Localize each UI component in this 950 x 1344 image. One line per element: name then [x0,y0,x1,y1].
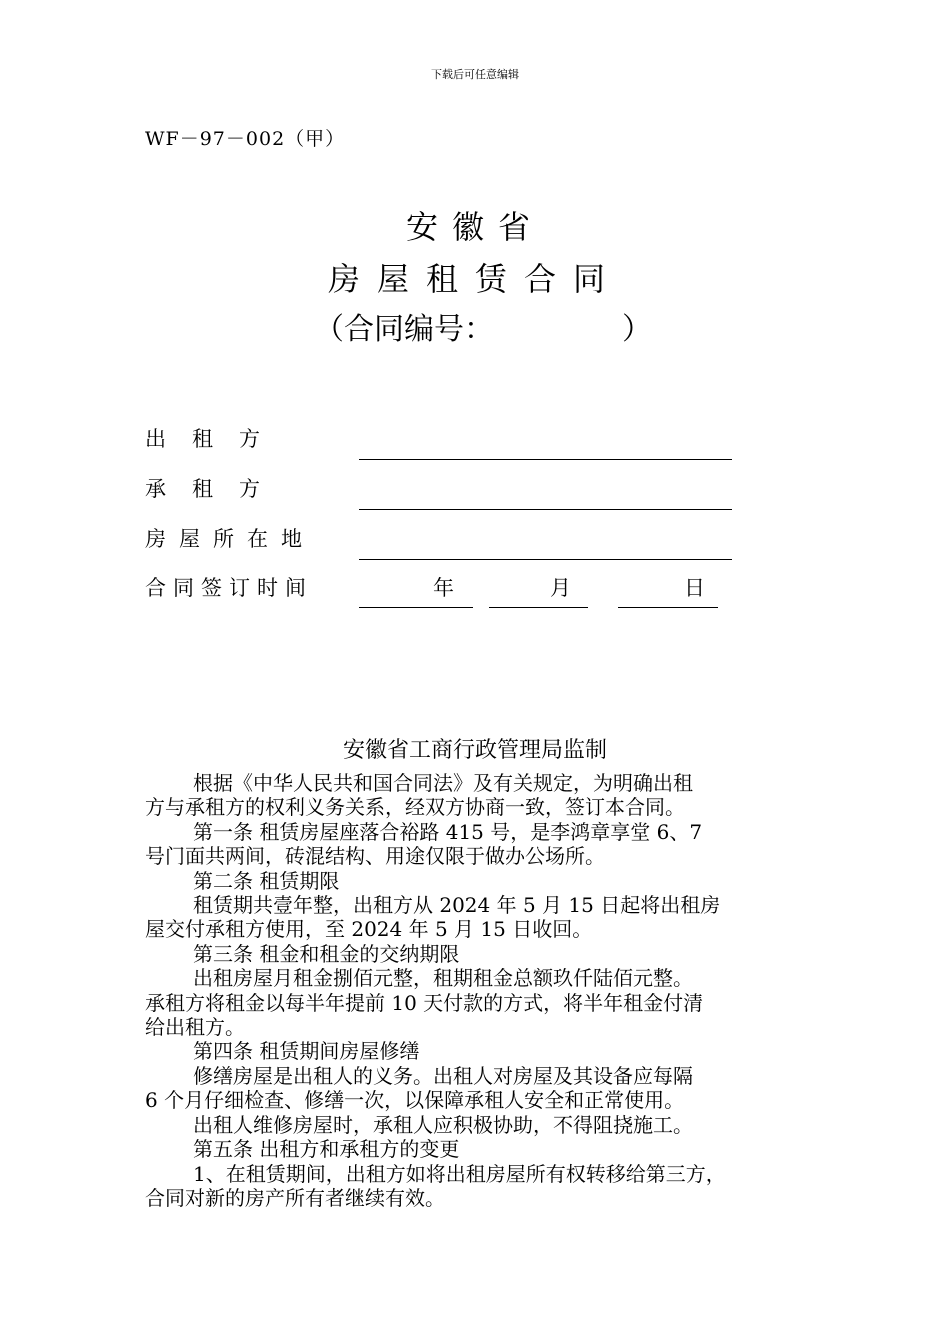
lessor-label: 出租方 [145,427,286,451]
body-line: 第二条 租赁期限 [193,868,340,893]
body-line: 6 个月仔细检查、修缮一次，以保障承租人安全和正常使用。 [145,1088,685,1113]
contract-number-open: （合同编号： [314,312,494,347]
body-line: 号门面共两间，砖混结构、用途仅限于做办公场所。 [145,844,605,869]
location-blank-line[interactable] [359,559,732,560]
body-line: 给出租方。 [145,1015,245,1040]
body-line: 出租人维修房屋时，承租人应积极协助，不得阻挠施工。 [193,1112,693,1137]
body-line: 租赁期共壹年整，出租方从 2024 年 5 月 15 日起将出租房 [193,893,721,918]
body-line: 第四条 租赁期间房屋修缮 [193,1039,420,1064]
body-line: 第五条 出租方和承租方的变更 [193,1137,460,1162]
body-line: 1、在租赁期间，出租方如将出租房屋所有权转移给第三方， [193,1161,726,1186]
body-line: 出租房屋月租金捌佰元整，租期租金总额玖仟陆佰元整。 [193,966,693,991]
year-label: 年 [433,576,454,600]
body-line: 合同对新的房产所有者继续有效。 [145,1185,445,1210]
title-province: 安徽省 [405,208,544,246]
month-blank-line[interactable] [489,607,588,608]
body-line: 方与承租方的权利义务关系，经双方协商一致，签订本合同。 [145,795,685,820]
contract-body [145,771,825,1210]
lessee-blank-line[interactable] [359,509,732,510]
body-line: 第三条 租金和租金的交纳期限 [193,941,460,966]
body-line: 修缮房屋是出租人的义务。出租人对房屋及其设备应每隔 [193,1063,693,1088]
header-note: 下载后可任意编辑 [431,68,519,81]
lessee-label: 承租方 [145,477,286,501]
day-label: 日 [684,576,705,600]
month-label: 月 [550,576,571,600]
sign-time-label: 合同签订时间 [145,576,313,600]
form-code: WF－97－002（甲） [145,128,346,150]
body-line: 屋交付承租方使用，至 2024 年 5 月 15 日收回。 [145,917,593,942]
lessor-blank-line[interactable] [359,459,732,460]
year-blank-line[interactable] [359,607,473,608]
title-contract: 房屋租赁合同 [327,260,622,298]
body-line: 根据《中华人民共和国合同法》及有关规定，为明确出租 [193,771,693,795]
supervisor-note: 安徽省工商行政管理局监制 [342,738,607,763]
day-blank-line[interactable] [618,607,718,608]
location-label: 房屋所在地 [145,527,315,551]
body-line: 第一条 租赁房屋座落合裕路 415 号，是李鸿章享堂 6、7 [193,819,703,844]
title-contract-number [314,304,652,348]
contract-number-close: ） [622,312,652,347]
body-line: 承租方将租金以每半年提前 10 天付款的方式，将半年租金付清 [145,990,704,1015]
